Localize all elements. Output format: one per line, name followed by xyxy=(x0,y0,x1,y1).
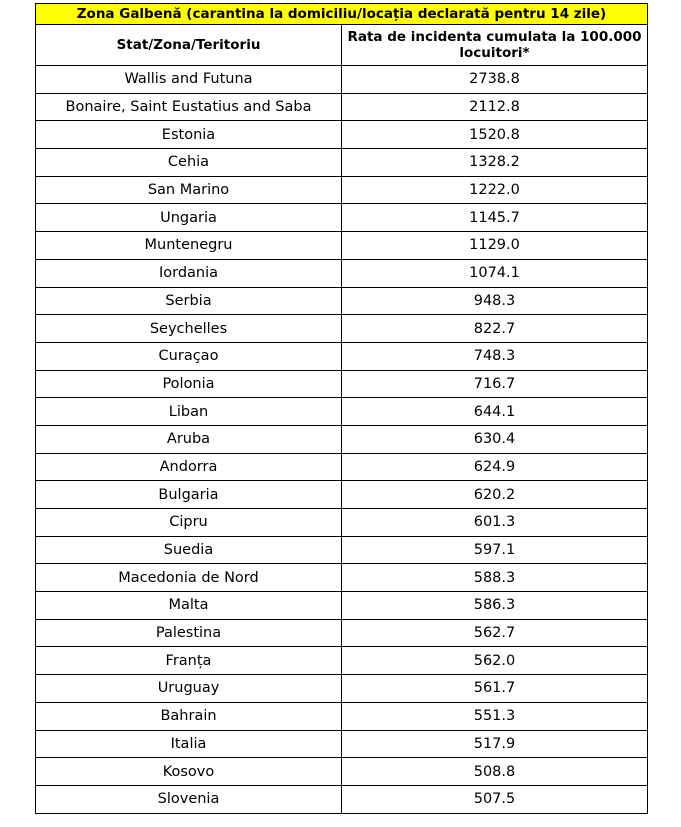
country-cell: Suedia xyxy=(36,536,342,564)
table-row xyxy=(36,758,648,786)
table-row xyxy=(36,675,648,703)
table-row xyxy=(36,647,648,675)
rate-cell: 716.7 xyxy=(342,370,648,398)
country-cell: Macedonia de Nord xyxy=(36,564,342,592)
country-cell: San Marino xyxy=(36,176,342,204)
rate-cell: 561.7 xyxy=(342,675,648,703)
rate-cell: 1328.2 xyxy=(342,149,648,177)
table-row xyxy=(36,592,648,620)
table-banner: Zona Galbenă (carantina la domiciliu/locația declarată pentru 14 zile) xyxy=(36,4,648,25)
table-row xyxy=(36,287,648,315)
table-row xyxy=(36,315,648,343)
rate-cell: 1129.0 xyxy=(342,232,648,260)
table-row xyxy=(36,176,648,204)
rate-cell: 508.8 xyxy=(342,758,648,786)
rate-cell: 601.3 xyxy=(342,509,648,537)
table-row xyxy=(36,370,648,398)
rate-cell: 586.3 xyxy=(342,592,648,620)
country-cell: Bahrain xyxy=(36,702,342,730)
rate-cell: 1222.0 xyxy=(342,176,648,204)
column-header-rate: Rata de incidenta cumulata la 100.000 locuitori* xyxy=(342,25,648,66)
table-row xyxy=(36,204,648,232)
country-cell: Serbia xyxy=(36,287,342,315)
country-cell: Polonia xyxy=(36,370,342,398)
table-row xyxy=(36,509,648,537)
country-cell: Bulgaria xyxy=(36,481,342,509)
rate-cell: 2738.8 xyxy=(342,66,648,94)
rate-cell: 588.3 xyxy=(342,564,648,592)
country-cell: Uruguay xyxy=(36,675,342,703)
country-cell: Muntenegru xyxy=(36,232,342,260)
rate-cell: 630.4 xyxy=(342,425,648,453)
table-row xyxy=(36,536,648,564)
table-row xyxy=(36,564,648,592)
country-cell: Kosovo xyxy=(36,758,342,786)
country-cell: Liban xyxy=(36,398,342,426)
country-cell: Franța xyxy=(36,647,342,675)
table-row xyxy=(36,619,648,647)
column-header-country: Stat/Zona/Teritoriu xyxy=(36,25,342,66)
table-row xyxy=(36,121,648,149)
table-row xyxy=(36,481,648,509)
yellow-zone-table xyxy=(35,3,648,814)
country-cell: Cehia xyxy=(36,149,342,177)
rate-cell: 507.5 xyxy=(342,785,648,813)
rate-cell: 624.9 xyxy=(342,453,648,481)
rate-cell: 644.1 xyxy=(342,398,648,426)
table-row xyxy=(36,149,648,177)
country-cell: Malta xyxy=(36,592,342,620)
country-cell: Curaçao xyxy=(36,342,342,370)
table-row xyxy=(36,342,648,370)
table-row xyxy=(36,398,648,426)
table-row xyxy=(36,453,648,481)
table-row xyxy=(36,66,648,94)
table-body xyxy=(36,66,648,814)
rate-cell: 517.9 xyxy=(342,730,648,758)
country-cell: Ungaria xyxy=(36,204,342,232)
country-cell: Palestina xyxy=(36,619,342,647)
table-row xyxy=(36,425,648,453)
country-cell: Estonia xyxy=(36,121,342,149)
rate-cell: 948.3 xyxy=(342,287,648,315)
banner-row xyxy=(36,4,648,25)
table-row xyxy=(36,93,648,121)
table-row xyxy=(36,259,648,287)
country-cell: Cipru xyxy=(36,509,342,537)
rate-cell: 1520.8 xyxy=(342,121,648,149)
table-row xyxy=(36,785,648,813)
rate-cell: 620.2 xyxy=(342,481,648,509)
rate-cell: 748.3 xyxy=(342,342,648,370)
country-cell: Bonaire, Saint Eustatius and Saba xyxy=(36,93,342,121)
rate-cell: 551.3 xyxy=(342,702,648,730)
country-cell: Seychelles xyxy=(36,315,342,343)
rate-cell: 562.7 xyxy=(342,619,648,647)
country-cell: Italia xyxy=(36,730,342,758)
rate-cell: 822.7 xyxy=(342,315,648,343)
country-cell: Andorra xyxy=(36,453,342,481)
rate-cell: 1074.1 xyxy=(342,259,648,287)
table-row xyxy=(36,232,648,260)
country-cell: Aruba xyxy=(36,425,342,453)
country-cell: Iordania xyxy=(36,259,342,287)
rate-cell: 562.0 xyxy=(342,647,648,675)
header-row xyxy=(36,25,648,66)
country-cell: Slovenia xyxy=(36,785,342,813)
country-cell: Wallis and Futuna xyxy=(36,66,342,94)
table-row xyxy=(36,702,648,730)
rate-cell: 1145.7 xyxy=(342,204,648,232)
table-row xyxy=(36,730,648,758)
rate-cell: 597.1 xyxy=(342,536,648,564)
rate-cell: 2112.8 xyxy=(342,93,648,121)
